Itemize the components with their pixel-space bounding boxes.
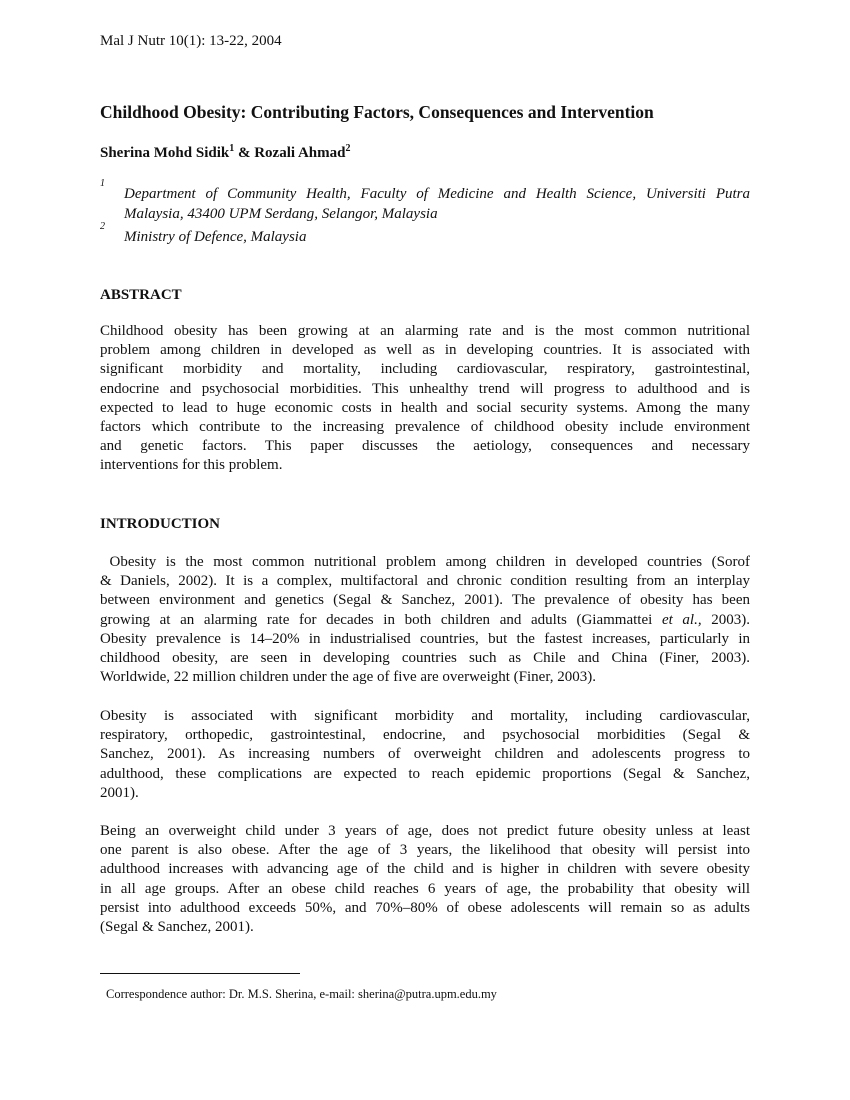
introduction-paragraph-3 [100, 822, 750, 937]
abstract-line: expected to lead to huge economic costs in health and social security systems. Among the many [100, 399, 750, 416]
paragraph-line: Worldwide, 22 million children under the age of five are overweight (Finer, 2003). [100, 669, 596, 686]
paragraph-line: adulthood increases with advancing age of the child and is higher in children with severe obesity [100, 861, 750, 878]
citation-et-al: et al., [661, 611, 702, 628]
affiliation-1-line-1: Department of Community Health, Faculty of Medicine and Health Science, Universiti Putra [124, 186, 750, 202]
author-name-1: Sherina Mohd Sidik [100, 145, 230, 161]
abstract-line: Childhood obesity has been growing at an alarming rate and is the most common nutritional [100, 323, 750, 339]
paragraph-line: one parent is also obese. After the age of 3 years, the likelihood that obesity will persist into [100, 842, 750, 859]
paragraph-line-text: growing at an alarming rate for decades in both children and adults (Giammattei [100, 611, 662, 628]
paragraph-line: (Segal & Sanchez, 2001). [100, 919, 254, 936]
paragraph-line: Obesity prevalence is 14–20% in industrialised countries, but the fastest increases, particularly in [100, 630, 750, 647]
paragraph-line [100, 611, 750, 630]
paragraph-line: 2001). [100, 784, 139, 801]
affiliation-2: Ministry of Defence, Malaysia [124, 229, 307, 245]
affiliation-1 [124, 184, 750, 224]
affiliation-1-line-2: Malaysia, 43400 UPM Serdang, Selangor, Malaysia [124, 206, 438, 222]
paragraph-line: Sanchez, 2001). As increasing numbers of overweight children and adolescents progress to [100, 746, 750, 763]
paragraph-line: Obesity is associated with significant morbidity and mortality, including cardiovascular, [100, 708, 750, 724]
abstract-body [100, 322, 750, 476]
paragraph-line: Obesity is the most common nutritional problem among children in developed countries (Sorof [100, 554, 750, 570]
author-list [100, 143, 350, 163]
abstract-line: problem among children in developed as well as in developing countries. It is associated with [100, 342, 750, 359]
affiliation-1-number: 1 [100, 178, 105, 189]
abstract-line: interventions for this problem. [100, 457, 283, 474]
paragraph-line: childhood obesity, are seen in developing countries such as Chile and China (Finer, 2003). [100, 650, 750, 667]
affiliation-2-number: 2 [100, 221, 105, 232]
paragraph-line: Being an overweight child under 3 years of age, does not predict future obesity unless at least [100, 823, 750, 839]
paragraph-line: & Daniels, 2002). It is a complex, multifactoral and chronic condition resulting from an interplay [100, 573, 750, 590]
paragraph-line: persist into adulthood exceeds 50%, and 70%–80% of obese adolescents will remain so as adults [100, 899, 750, 916]
author-2-affiliation-mark: 2 [345, 143, 351, 154]
introduction-paragraph-1 [100, 553, 750, 687]
abstract-heading: ABSTRACT [100, 287, 182, 303]
introduction-paragraph-2 [100, 707, 750, 803]
author-1-affiliation-mark: 1 [229, 143, 235, 154]
introduction-heading: INTRODUCTION [100, 516, 221, 532]
abstract-line: and genetic factors. This paper discusses the aetiology, consequences and necessary [100, 438, 750, 455]
abstract-line: factors which contribute to the increasing prevalence of childhood obesity include environment [100, 419, 750, 436]
correspondence-footnote: Correspondence author: Dr. M.S. Sherina, e-mail: sherina@putra.upm.edu.my [106, 987, 497, 1001]
journal-reference: Mal J Nutr 10(1): 13-22, 2004 [100, 33, 282, 49]
paragraph-line: adulthood, these complications are expected to reach epidemic proportions (Segal & Sanchez, [100, 765, 750, 782]
paragraph-line: between environment and genetics (Segal & Sanchez, 2001). The prevalence of obesity has been [100, 592, 750, 609]
footnote-divider [100, 973, 300, 974]
abstract-line: significant morbidity and mortality, including cardiovascular, respiratory, gastrointestinal, [100, 361, 750, 378]
paragraph-line: respiratory, orthopedic, gastrointestinal, endocrine, and psychosocial morbidities (Segal & [100, 727, 750, 744]
abstract-line: endocrine and psychosocial morbidities. This unhealthy trend will progress to adulthood and is [100, 380, 750, 397]
paragraph-line-text: 2003). [701, 611, 751, 628]
paragraph-line: in all age groups. After an obese child reaches 6 years of age, the probability that obesity will [100, 880, 750, 897]
author-name-2: Rozali Ahmad [254, 145, 346, 161]
paper-title: Childhood Obesity: Contributing Factors, Consequences and Intervention [100, 102, 654, 122]
author-joiner: & [234, 145, 255, 161]
